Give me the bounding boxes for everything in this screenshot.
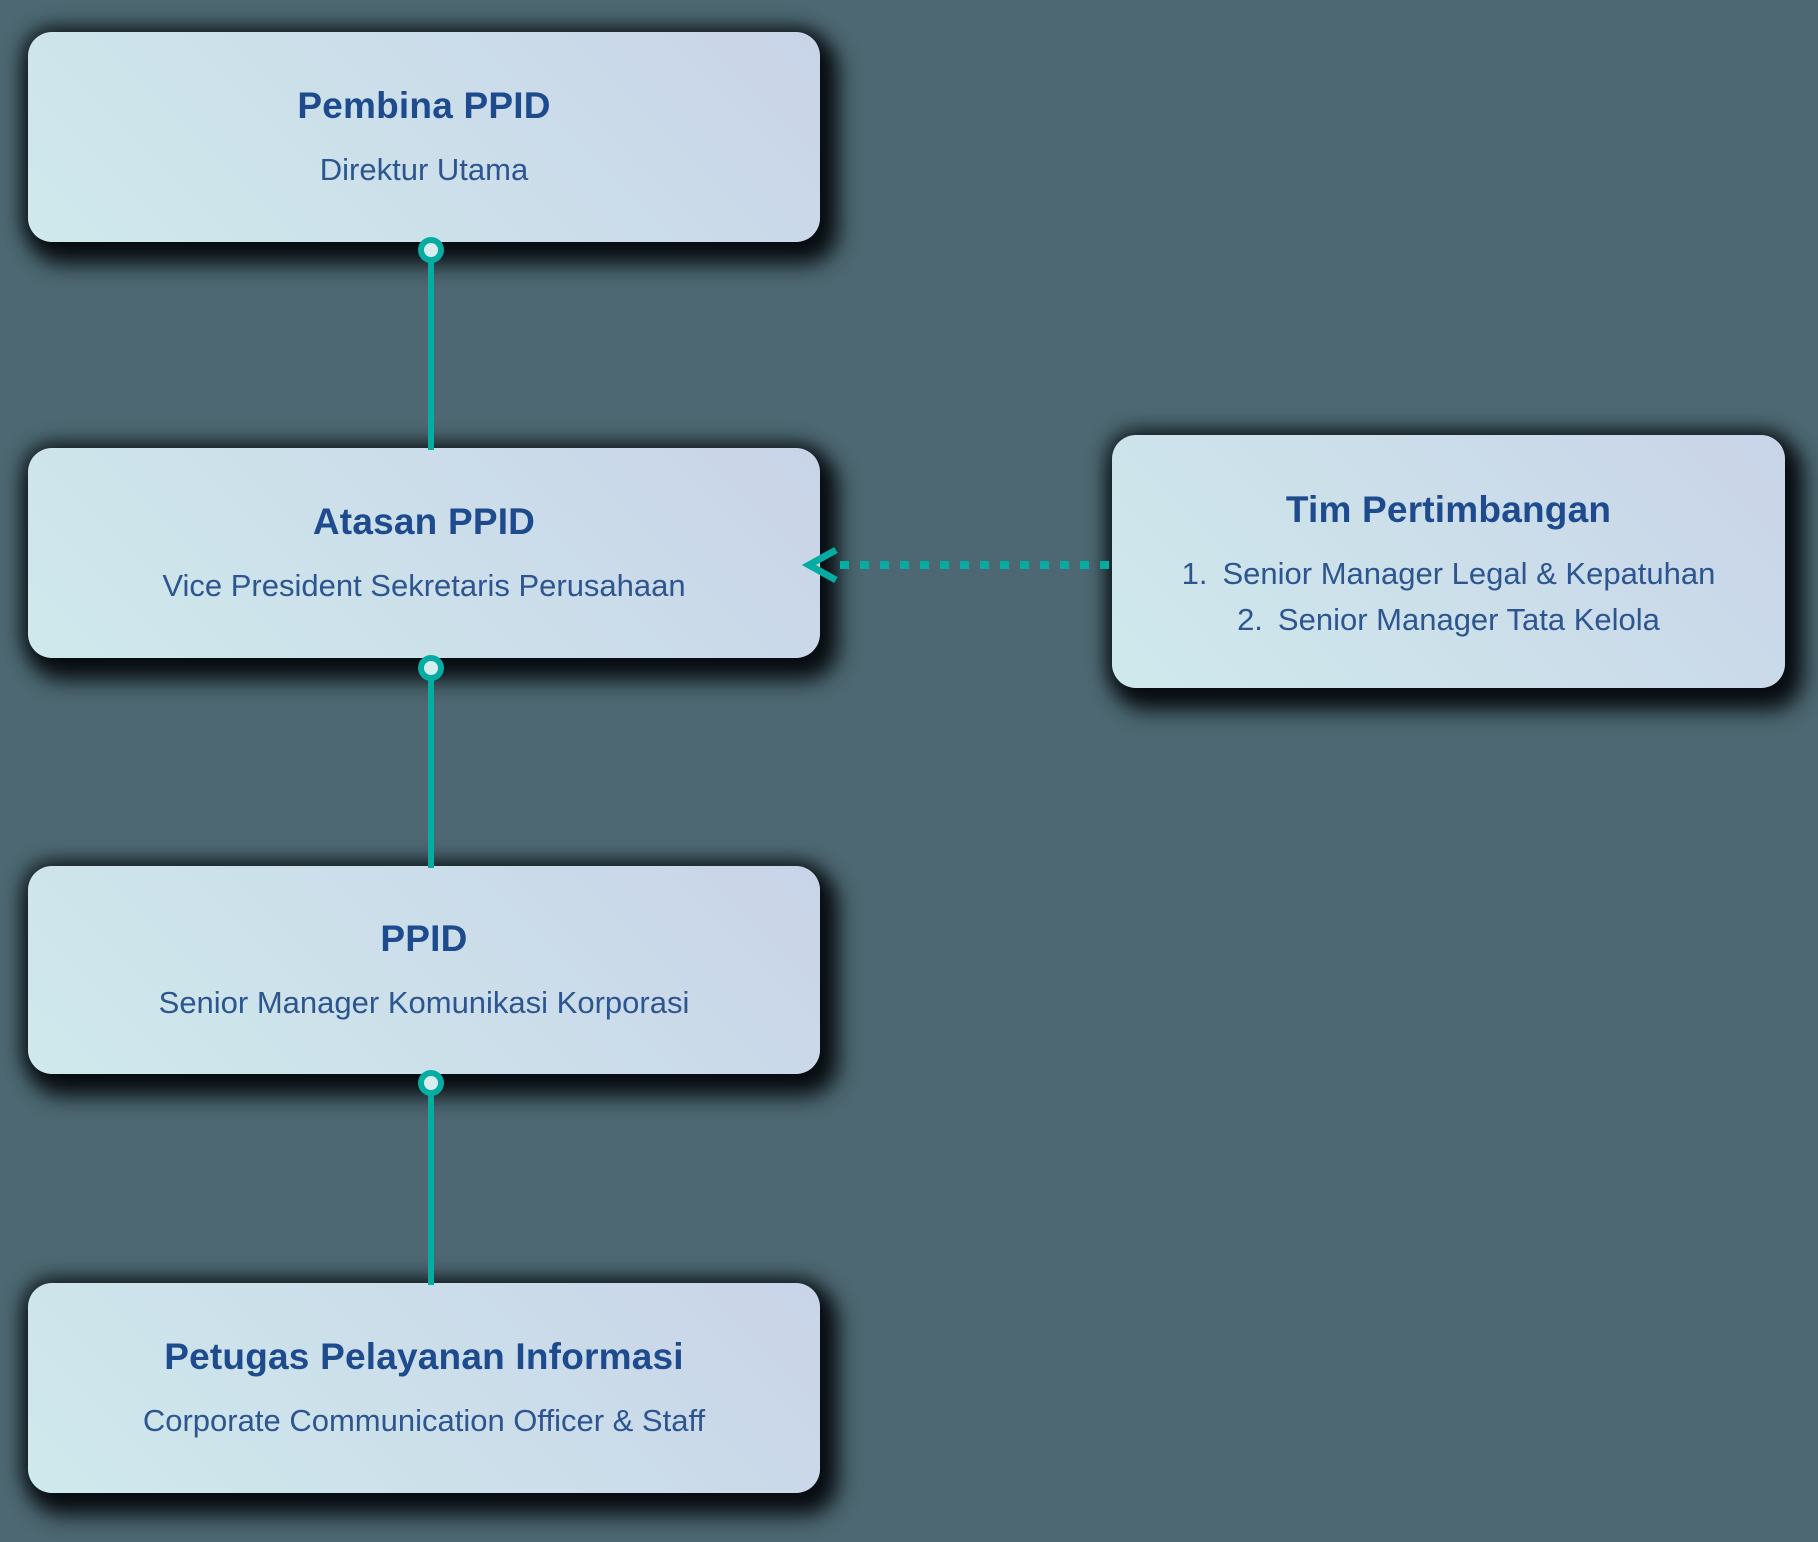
list-item-text: Senior Manager Legal & Kepatuhan: [1222, 555, 1716, 591]
node-title: PPID: [380, 918, 468, 959]
connector-dot-atasan: [421, 658, 441, 678]
node-subtitle: Senior Manager Komunikasi Korporasi: [158, 985, 690, 1020]
list-item-marker: 2.: [1237, 601, 1263, 637]
node-title: Pembina PPID: [297, 85, 551, 126]
node-subtitle: Corporate Communication Officer & Staff: [142, 1403, 706, 1438]
card-tim-pertimbangan: [1112, 435, 1785, 688]
card-pembina-ppid: [28, 32, 820, 242]
card-petugas-pelayanan-informasi: [28, 1283, 820, 1493]
node-title: Atasan PPID: [312, 501, 536, 542]
node-title: Petugas Pelayanan Informasi: [164, 1336, 684, 1377]
node-subtitle: Vice President Sekretaris Perusahaan: [162, 568, 686, 603]
card-atasan-ppid: [28, 448, 820, 658]
list-item: [1182, 551, 1716, 597]
list-item-marker: 1.: [1181, 555, 1208, 591]
list-item-text: Senior Manager Tata Kelola: [1277, 601, 1660, 637]
node-title: Tim Pertimbangan: [1285, 488, 1612, 530]
connector-dot-ppid: [421, 1073, 441, 1093]
tim-member-list: [1182, 551, 1716, 643]
card-ppid: [28, 866, 820, 1074]
connector-dot-pembina: [421, 240, 441, 260]
node-subtitle: Direktur Utama: [319, 152, 529, 187]
list-item: [1182, 597, 1716, 643]
